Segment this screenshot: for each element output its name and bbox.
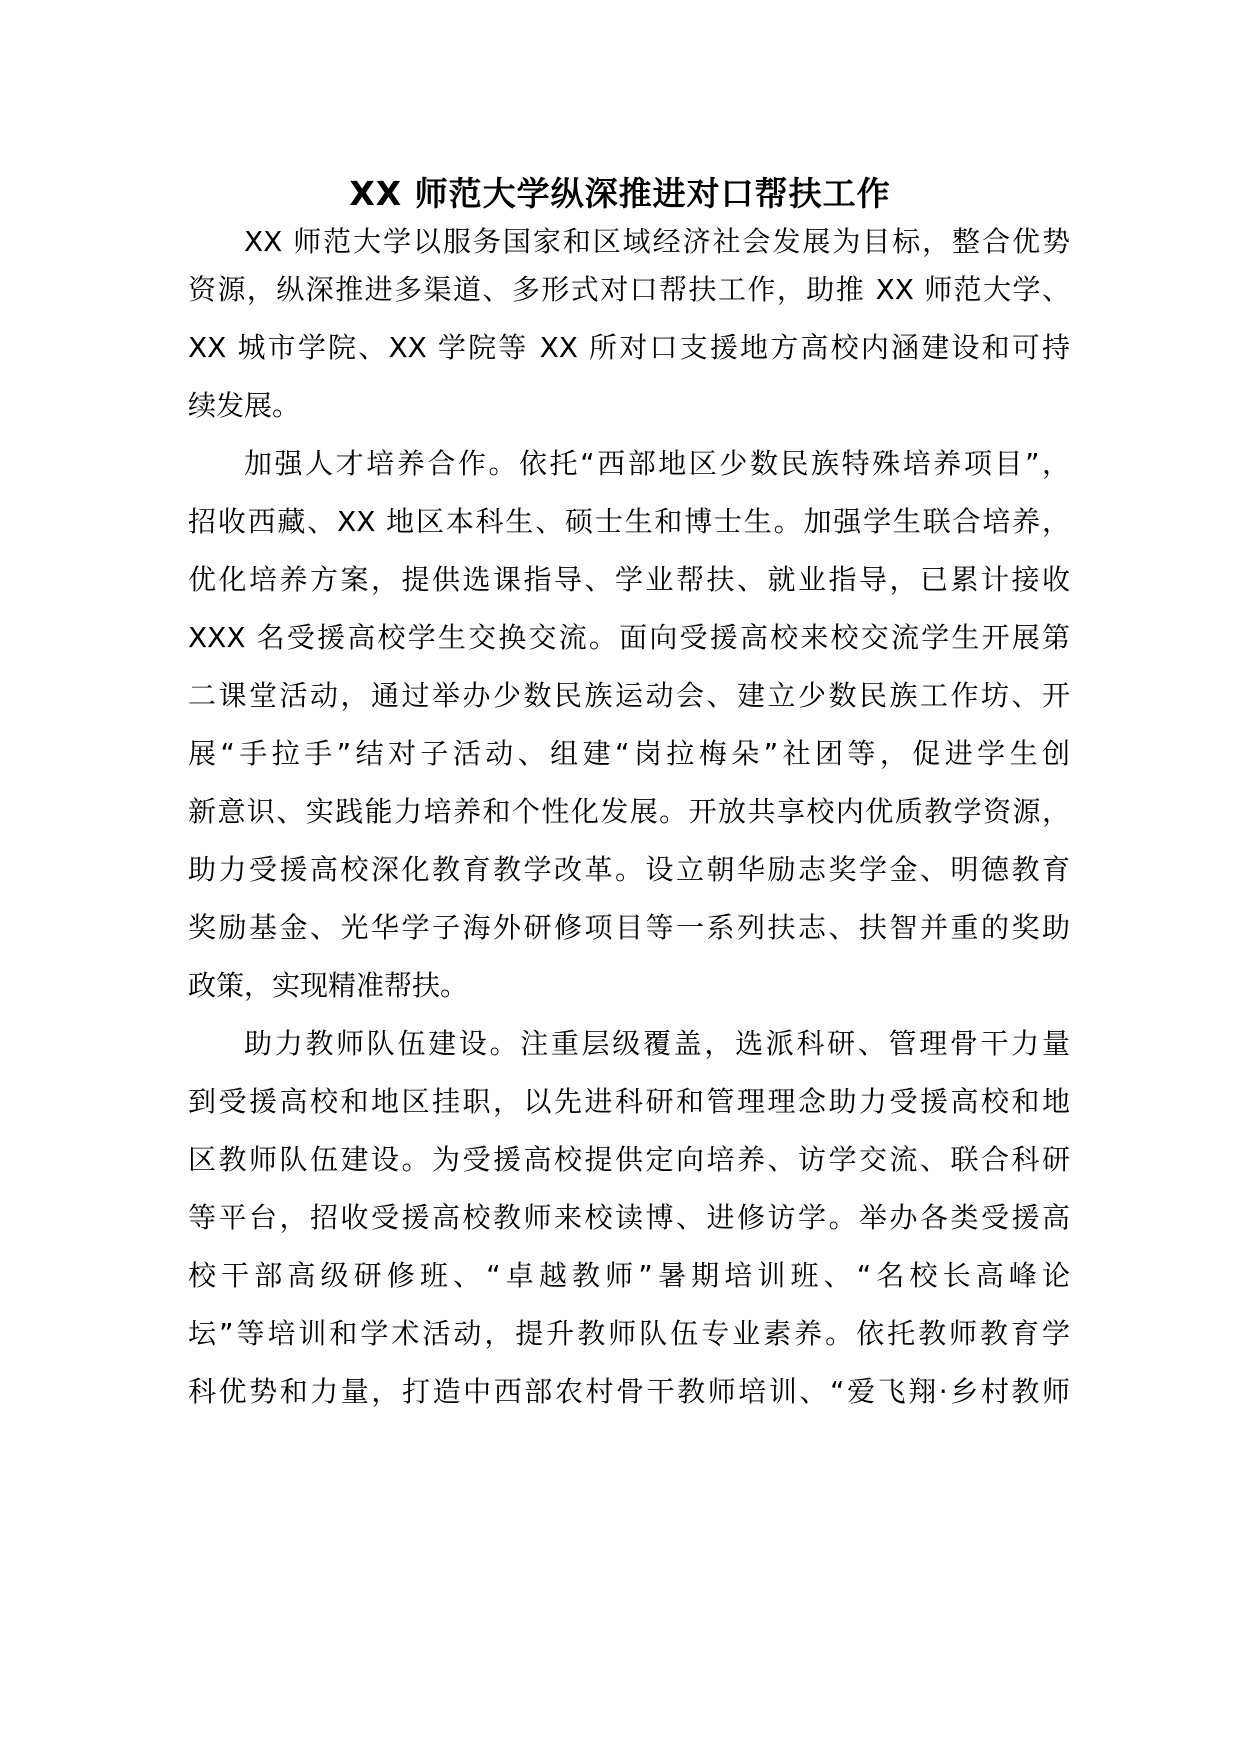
paragraph-2-line-5: 二课堂活动，通过举办少数民族运动会、建立少数民族工作坊、开 bbox=[188, 679, 1070, 712]
paragraph-3-line-3: 区教师队伍建设。为受援高校提供定向培养、访学交流、联合科研 bbox=[188, 1143, 1070, 1176]
paragraph-2-line-9: 奖励基金、光华学子海外研修项目等一系列扶志、扶智并重的奖助 bbox=[188, 911, 1070, 944]
paragraph-2-line-8: 助力受援高校深化教育教学改革。设立朝华励志奖学金、明德教育 bbox=[188, 853, 1070, 886]
paragraph-2-line-4: XXX 名受援高校学生交换交流。面向受援高校来校交流学生开展第 bbox=[188, 621, 1070, 654]
document-title: XX 师范大学纵深推进对口帮扶工作 bbox=[349, 174, 891, 213]
paragraph-2-line-2: 招收西藏、XX 地区本科生、硕士生和博士生。加强学生联合培养， bbox=[188, 505, 1070, 538]
paragraph-2-line-10: 政策，实现精准帮扶。 bbox=[188, 969, 469, 1002]
paragraph-2-line-1: 加强人才培养合作。依托“西部地区少数民族特殊培养项目”， bbox=[244, 447, 1070, 480]
paragraph-3-line-5: 校干部高级研修班、“卓越教师”暑期培训班、“名校长高峰论 bbox=[188, 1259, 1070, 1292]
paragraph-3-line-2: 到受援高校和地区挂职，以先进科研和管理理念助力受援高校和地 bbox=[188, 1085, 1070, 1118]
paragraph-3-line-6: 坛”等培训和学术活动，提升教师队伍专业素养。依托教师教育学 bbox=[188, 1317, 1070, 1350]
paragraph-2-line-7: 新意识、实践能力培养和个性化发展。开放共享校内优质教学资源， bbox=[188, 795, 1070, 828]
paragraph-3-line-4: 等平台，招收受援高校教师来校读博、进修访学。举办各类受援高 bbox=[188, 1201, 1070, 1234]
paragraph-3-line-7: 科优势和力量，打造中西部农村骨干教师培训、“爱飞翔·乡村教师 bbox=[188, 1375, 1070, 1408]
paragraph-2-line-6: 展“手拉手”结对子活动、组建“岗拉梅朵”社团等，促进学生创 bbox=[188, 737, 1070, 770]
paragraph-1-line-4: 续发展。 bbox=[188, 389, 301, 422]
paragraph-2-line-3: 优化培养方案，提供选课指导、学业帮扶、就业指导，已累计接收 bbox=[188, 563, 1070, 596]
paragraph-3-line-1: 助力教师队伍建设。注重层级覆盖，选派科研、管理骨干力量 bbox=[244, 1027, 1070, 1060]
paragraph-1-line-3: XX 城市学院、XX 学院等 XX 所对口支援地方高校内涵建设和可持 bbox=[188, 331, 1070, 364]
paragraph-1-line-2: 资源，纵深推进多渠道、多形式对口帮扶工作，助推 XX 师范大学、 bbox=[188, 273, 1070, 306]
paragraph-1-line-1: XX 师范大学以服务国家和区域经济社会发展为目标，整合优势 bbox=[244, 225, 1070, 258]
